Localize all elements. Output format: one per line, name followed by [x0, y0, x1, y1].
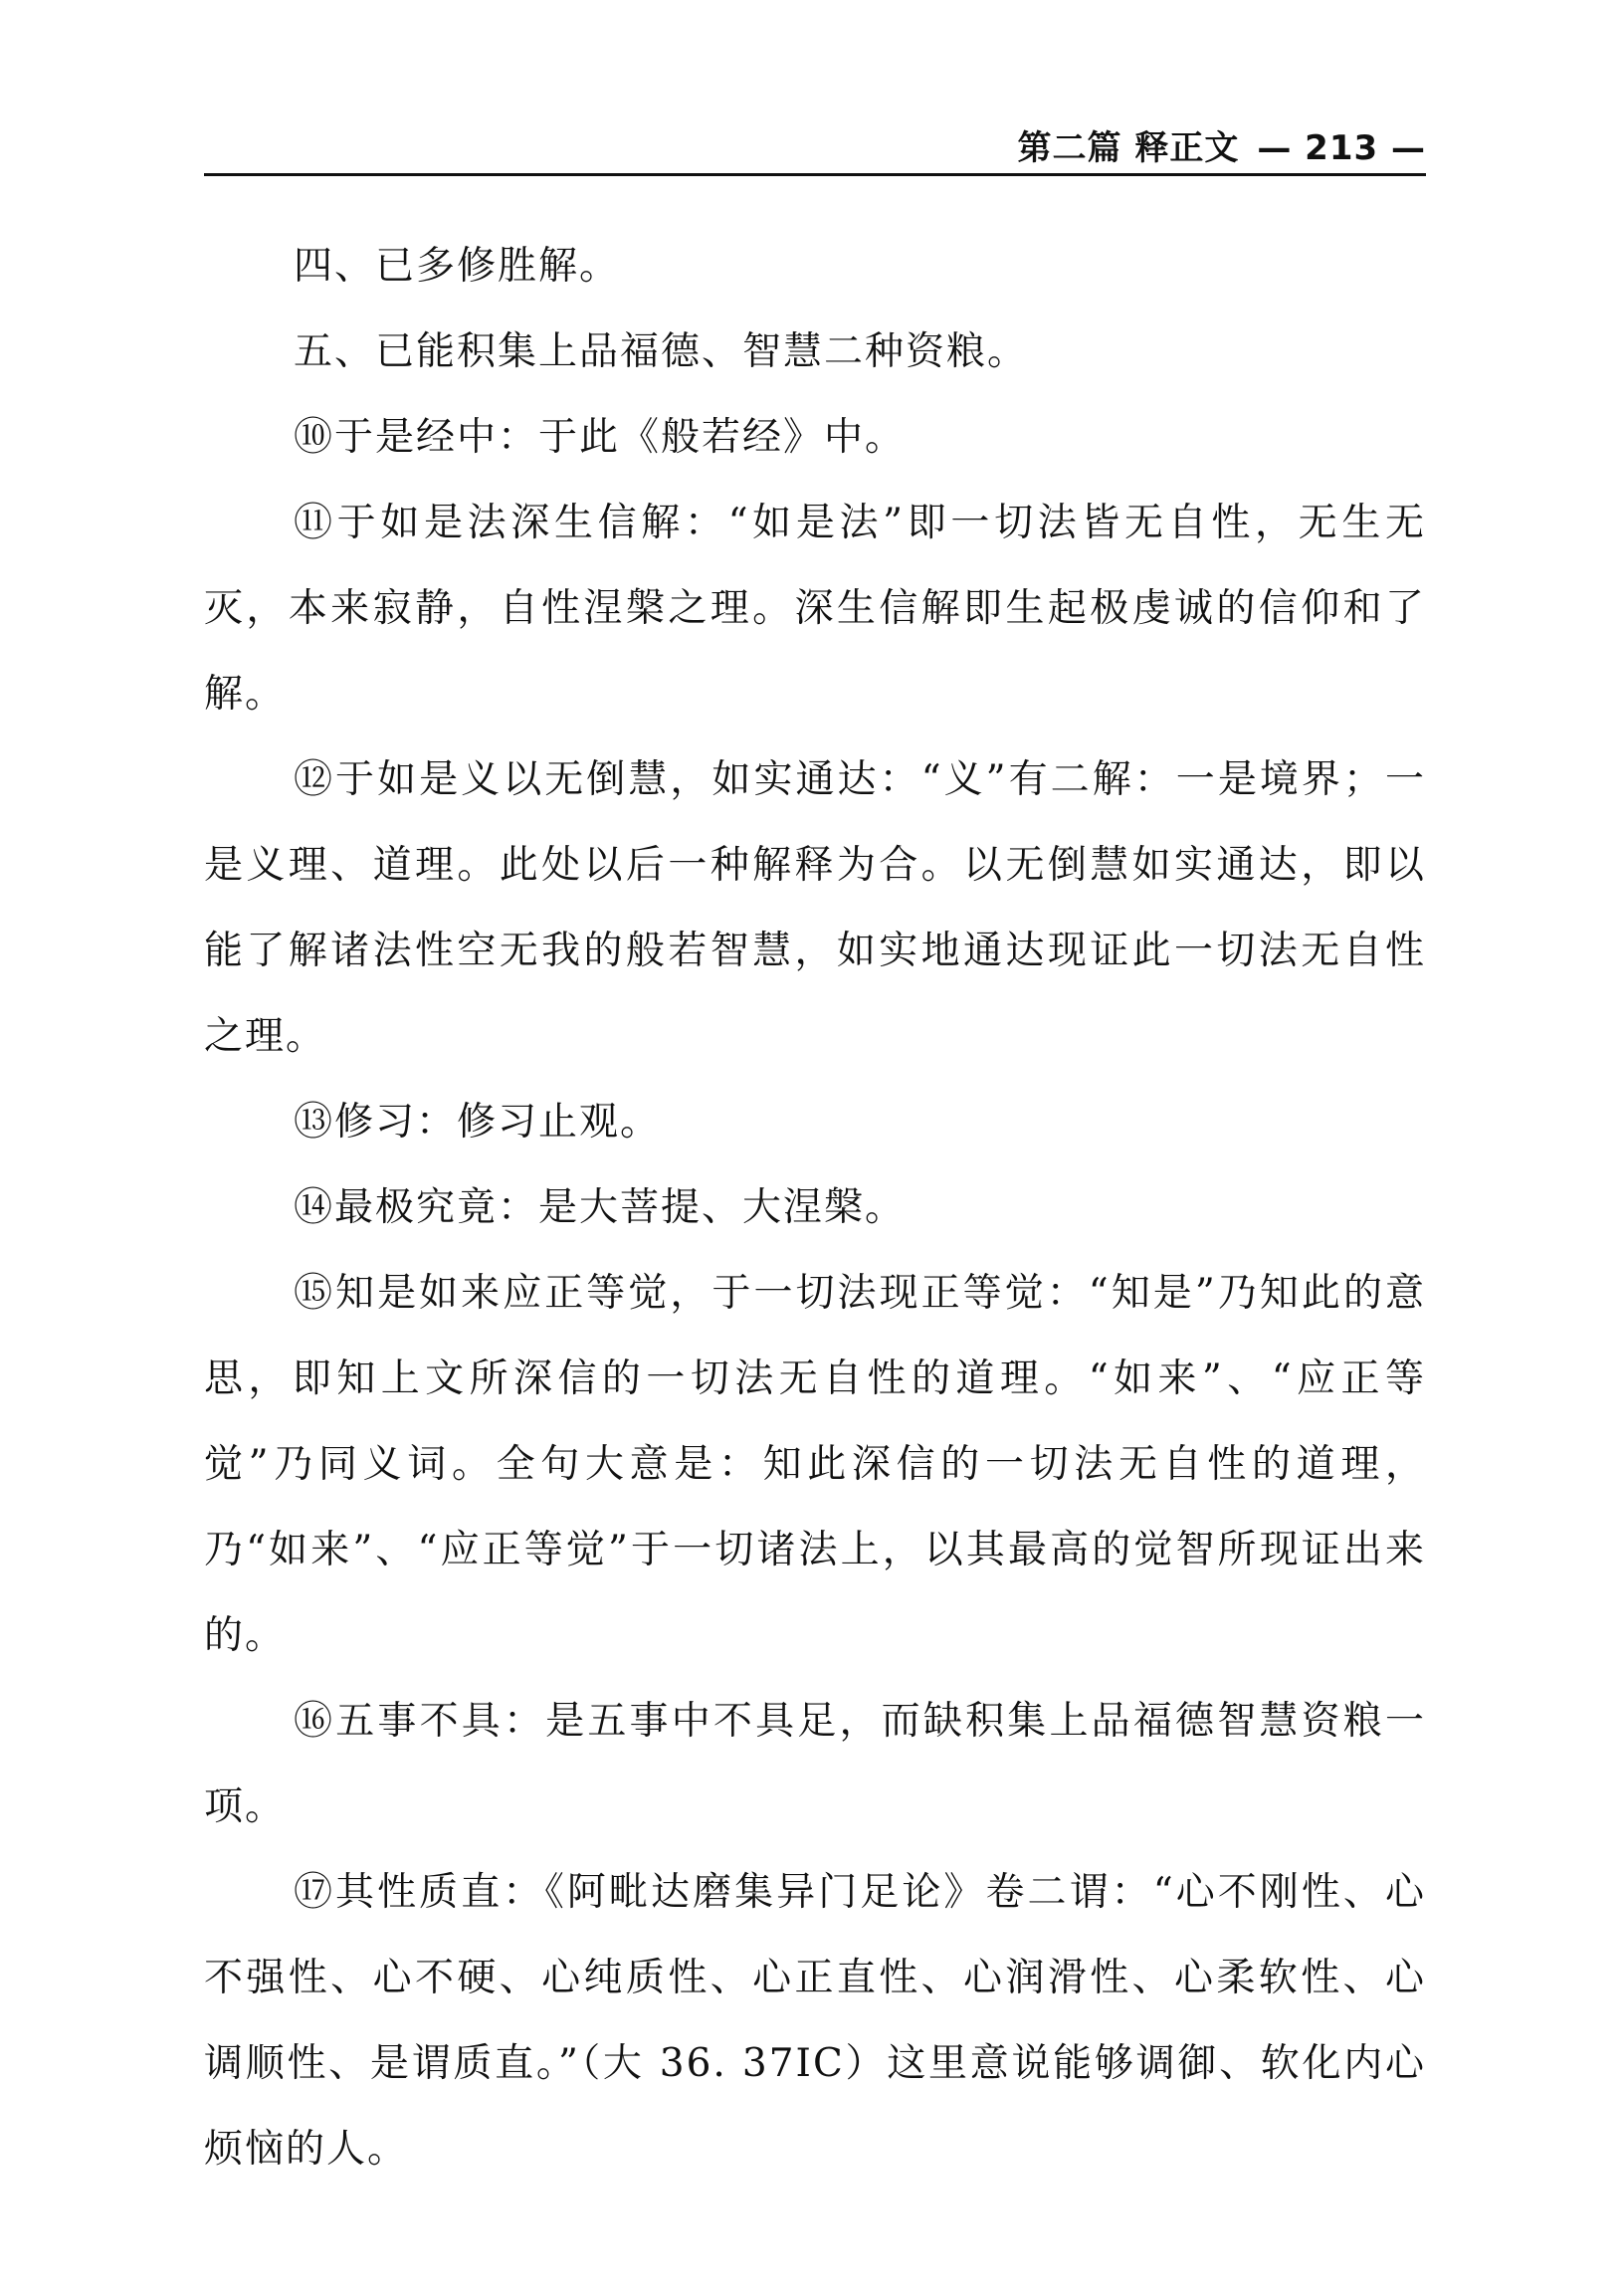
paragraph: ⑭最极究竟：是大菩提、大涅槃。	[294, 1185, 907, 1230]
section-title: 第二篇 释正文	[1017, 128, 1240, 168]
paragraph: ⑪于如是法深生信解：“如是法”即一切法皆无自性，无生无灭，本来寂静，自性涅槃之理。深生信解即生起极虔诚的信仰和了解。	[204, 501, 1426, 717]
main-text	[204, 224, 1426, 2192]
paragraph: 四、已多修胜解。	[294, 244, 621, 289]
paragraph: ⑩于是经中：于此《般若经》中。	[294, 415, 907, 460]
paragraph: 五、已能积集上品福德、智慧二种资粮。	[294, 329, 1029, 374]
paragraph: ⑮知是如来应正等觉，于一切法现正等觉：“知是”乃知此的意思，即知上文所深信的一切法无自性的道理。“如来”、“应正等觉”乃同义词。全句大意是：知此深信的一切法无自性的道理，乃“如来”、“应正等觉”于一切诸法上，以其最高的觉智所现证出来的。	[204, 1271, 1426, 1658]
paragraph: ⑯五事不具：是五事中不具足，而缺积集上品福德智慧资粮一项。	[204, 1699, 1426, 1829]
running-header	[204, 121, 1426, 176]
paragraph: ⑰其性质直：《阿毗达磨集异门足论》卷二谓：“心不刚性、心不强性、心不硬、心纯质性、心正直性、心润滑性、心柔软性、心调顺性、是谓质直。”（大 36. 37IC）这里意说能够调御、软化内心烦恼的人。	[204, 1870, 1426, 2172]
paragraph: ⑬修习：修习止观。	[294, 1100, 662, 1145]
paragraph: ⑫于如是义以无倒慧，如实通达：“义”有二解：一是境界；一是义理、道理。此处以后一种解释为合。以无倒慧如实通达，即以能了解诸法性空无我的般若智慧，如实地通达现证此一切法无自性之理。	[204, 757, 1426, 1059]
page-number: — 213 —	[1257, 128, 1426, 168]
